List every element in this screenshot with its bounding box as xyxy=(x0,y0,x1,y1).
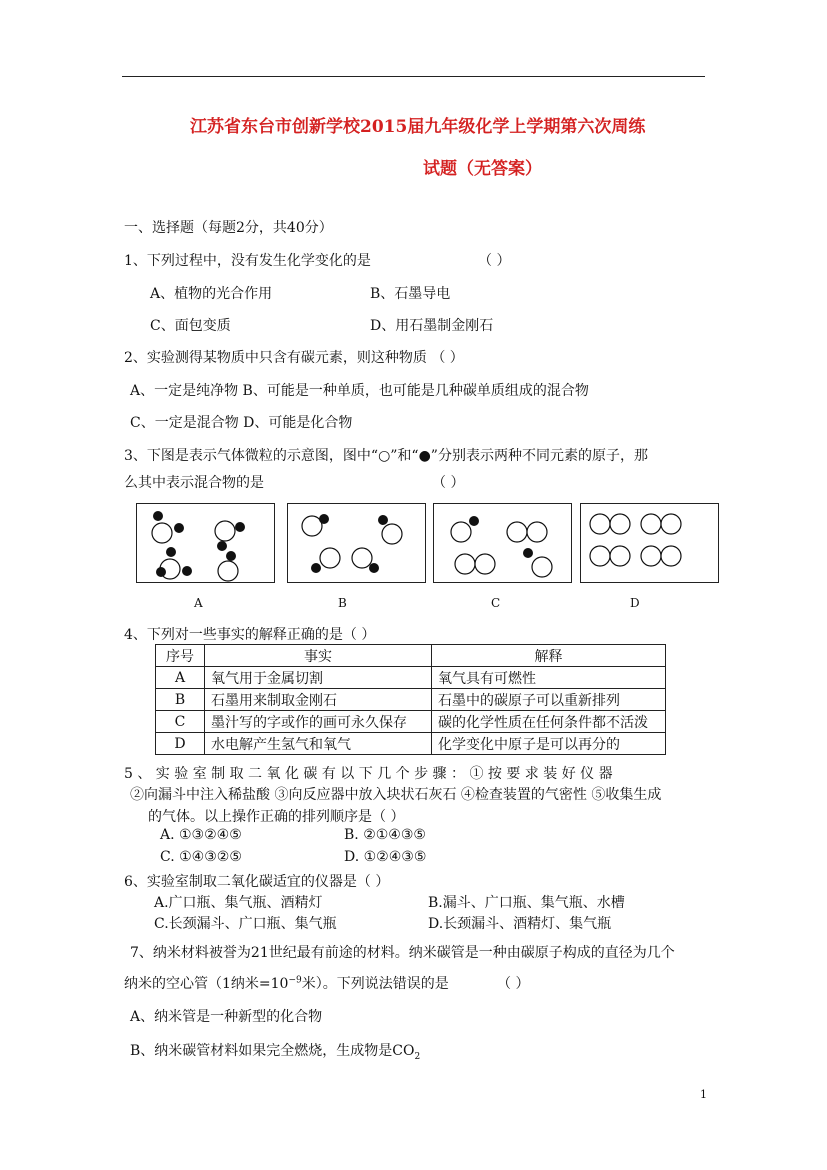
q3-stem: 3、下图是表示气体微粒的示意图，图中“○”和“●”分别表示两种不同元素的原子，那 xyxy=(124,448,648,464)
q6-option-d: D.长颈漏斗、酒精灯、集气瓶 xyxy=(428,916,612,932)
table-cell: 氧气用于金属切割 xyxy=(205,667,432,689)
page-number: 1 xyxy=(700,1088,707,1101)
q3-stem-line2: 么其中表示混合物的是 xyxy=(124,475,264,491)
white-atom xyxy=(451,522,471,542)
q7-option-b-text: B、纳米碳管材料如果完全燃烧，生成物是CO xyxy=(130,1043,415,1059)
black-atom xyxy=(378,515,388,525)
black-atom xyxy=(217,541,227,551)
q7-stem-line1: 7、纳米材料被誉为21世纪最有前途的材料。纳米碳管是一种由碳原子构成的直径为几个 xyxy=(130,945,675,961)
black-atom xyxy=(156,567,166,577)
black-atom xyxy=(235,522,245,532)
facts-table xyxy=(155,644,666,755)
table-cell: D xyxy=(156,733,205,755)
diagram-label-c: C xyxy=(491,596,501,610)
q1-answer-blank: （ ） xyxy=(478,253,511,269)
table-row xyxy=(156,711,666,733)
document-title-line1: 江苏省东台市创新学校2015届九年级化学上学期第六次周练 xyxy=(190,117,646,137)
white-atom xyxy=(661,514,681,534)
white-atom xyxy=(475,554,495,574)
black-atom xyxy=(469,516,479,526)
table-header-row xyxy=(156,645,666,667)
black-atom xyxy=(311,563,321,573)
q1-option-b: B、石墨导电 xyxy=(370,286,451,302)
table-cell: 水电解产生氢气和氧气 xyxy=(205,733,432,755)
white-atom xyxy=(590,546,610,566)
diagram-label-d: D xyxy=(630,596,640,610)
q7-line2-text-end: 米）。下列说法错误的是 xyxy=(301,976,449,992)
diagram-label-b: B xyxy=(338,596,347,610)
black-atom xyxy=(182,566,192,576)
white-atom xyxy=(532,557,552,577)
table-cell: C xyxy=(156,711,205,733)
q5-option-c: C. ①④③②⑤ xyxy=(160,849,242,865)
table-header-cell: 序号 xyxy=(156,645,205,667)
black-atom xyxy=(226,551,236,561)
table-cell: 石墨用来制取金刚石 xyxy=(205,689,432,711)
q6-stem: 6、实验室制取二氧化碳适宜的仪器是（ ） xyxy=(124,874,390,890)
table-header-cell: 解释 xyxy=(432,645,666,667)
q5-stem-line1: 5 、 实 验 室 制 取 二 氧 化 碳 有 以 下 几 个 步 骤 ： ① 按 要 求 装 好 仪 器 xyxy=(124,766,613,782)
q7-line2-text: 纳米的空心管（1纳米=10 xyxy=(124,976,289,992)
black-atom xyxy=(153,511,163,521)
table-cell: A xyxy=(156,667,205,689)
white-atom xyxy=(507,522,527,542)
q6-option-a: A.广口瓶、集气瓶、酒精灯 xyxy=(154,895,323,911)
table-header-cell: 事实 xyxy=(205,645,432,667)
table-row xyxy=(156,689,666,711)
table-row xyxy=(156,733,666,755)
q1-option-a: A、植物的光合作用 xyxy=(150,286,273,302)
black-atom xyxy=(174,523,184,533)
q7-answer-blank: （ ） xyxy=(497,976,530,992)
q5-stem-line2: ②向漏斗中注入稀盐酸 ③向反应器中放入块状石灰石 ④检查装置的气密性 ⑤收集生成 xyxy=(130,787,662,803)
table-cell: 石墨中的碳原子可以重新排列 xyxy=(432,689,666,711)
black-atom xyxy=(319,514,329,524)
white-atom xyxy=(382,524,402,544)
q7-subscript: 2 xyxy=(414,1051,421,1062)
white-atom xyxy=(455,554,475,574)
white-atom xyxy=(590,514,610,534)
q5-option-b: B. ②①④③⑤ xyxy=(344,827,426,843)
white-atom xyxy=(218,561,238,581)
q6-option-c: C.长颈漏斗、广口瓶、集气瓶 xyxy=(154,916,337,932)
white-atom xyxy=(527,522,547,542)
black-atom xyxy=(369,563,379,573)
q3-answer-blank: （ ） xyxy=(432,475,465,491)
q2-options-line-b: C、一定是混合物 D、可能是化合物 xyxy=(130,415,353,431)
white-atom xyxy=(641,546,661,566)
diagram-label-a: A xyxy=(194,596,203,610)
q1-option-d: D、用石墨制金刚石 xyxy=(370,318,494,334)
q5-stem-line3: 的气体。以上操作正确的排列顺序是（ ） xyxy=(148,809,405,825)
q6-option-b: B.漏斗、广口瓶、集气瓶、水槽 xyxy=(428,895,625,911)
q2-stem: 2、实验测得某物质中只含有碳元素，则这种物质 （ ） xyxy=(124,350,464,366)
white-atom xyxy=(641,514,661,534)
black-atom xyxy=(166,547,176,557)
black-atom xyxy=(523,548,533,558)
document-title-line2: 试题（无答案） xyxy=(423,159,542,179)
q5-option-a: A. ①③②④⑤ xyxy=(160,827,242,843)
q5-option-d: D. ①②④③⑤ xyxy=(344,849,427,865)
table-cell: 氧气具有可燃性 xyxy=(432,667,666,689)
q1-stem: 1、下列过程中，没有发生化学变化的是 xyxy=(124,253,371,269)
white-atom xyxy=(661,546,681,566)
q2-options-line-a: A、一定是纯净物 B、可能是一种单质，也可能是几种碳单质组成的混合物 xyxy=(130,383,589,399)
table-cell: 墨汁写的字或作的画可永久保存 xyxy=(205,711,432,733)
table-cell: 碳的化学性质在任何条件都不活泼 xyxy=(432,711,666,733)
table-cell: B xyxy=(156,689,205,711)
white-atom xyxy=(610,514,630,534)
q1-option-c: C、面包变质 xyxy=(150,318,231,334)
section-heading: 一、选择题（每题2分，共40分） xyxy=(124,220,333,236)
q7-option-a: A、纳米管是一种新型的化合物 xyxy=(130,1009,323,1025)
white-atom xyxy=(352,548,372,568)
white-atom xyxy=(152,523,172,543)
q7-option-b xyxy=(130,1040,420,1062)
white-atom xyxy=(320,548,340,568)
table-cell: 化学变化中原子是可以再分的 xyxy=(432,733,666,755)
q7-stem-line2 xyxy=(124,973,449,993)
table-row xyxy=(156,667,666,689)
q7-exponent: −9 xyxy=(288,975,302,986)
q4-stem: 4、下列对一些事实的解释正确的是（ ） xyxy=(124,627,376,643)
white-atom xyxy=(610,546,630,566)
white-atom xyxy=(215,521,235,541)
